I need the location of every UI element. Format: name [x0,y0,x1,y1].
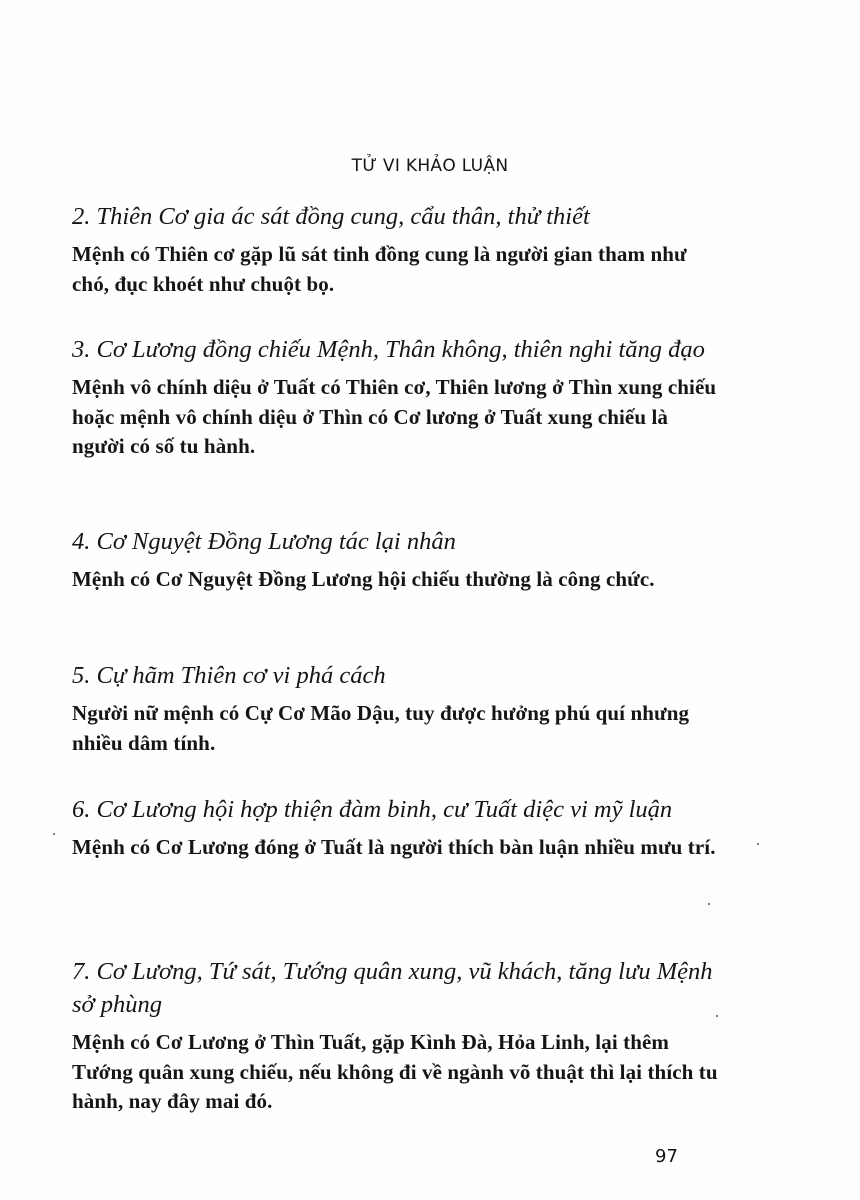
scan-speck [716,1015,718,1017]
entry-body: Mệnh có Thiên cơ gặp lũ sát tinh đồng cung là người gian tham như chó, đục khoét như chuột bọ. [72,242,687,296]
entry-7 [72,955,722,1117]
entry-3 [72,333,722,462]
entry-body: Người nữ mệnh có Cự Cơ Mão Dậu, tuy được hưởng phú quí nhưng nhiều dâm tính. [72,701,690,755]
entry-title: 5. Cự hãm Thiên cơ vi phá cách [72,662,386,689]
entry-body: Mệnh có Cơ Lương ở Thìn Tuất, gặp Kình Đà, Hỏa Linh, lại thêm Tướng quân xung chiếu, nếu không đi về ngành võ thuật thì lại thích tu hành, nay đây mai đó. [72,1030,718,1113]
entry-title: 4. Cơ Nguyệt Đồng Lương tác lại nhân [72,528,456,555]
entry-title: 6. Cơ Lương hội hợp thiện đàm binh, cư Tuất diệc vi mỹ luận [72,796,673,823]
entry-body: Mệnh có Cơ Lương đóng ở Tuất là người thích bàn luận nhiều mưu trí. [72,835,716,859]
entry-title: 3. Cơ Lương đồng chiếu Mệnh, Thân không, thiên nghi tăng đạo [72,336,705,363]
entry-title: 7. Cơ Lương, Tứ sát, Tướng quân xung, vũ khách, tăng lưu Mệnh sở phùng [72,958,713,1018]
entry-body: Mệnh vô chính diệu ở Tuất có Thiên cơ, Thiên lương ở Thìn xung chiếu hoặc mệnh vô chính diệu ở Thìn có Cơ lương ở Tuất xung chiếu là người có số tu hành. [72,375,717,458]
running-head: TỬ VI KHẢO LUẬN [351,156,509,176]
scan-speck [708,903,710,905]
scan-speck [757,843,759,845]
entry-2 [72,200,722,299]
entry-6 [72,793,722,863]
page-number: 97 [655,1146,678,1167]
entry-title: 2. Thiên Cơ gia ác sát đồng cung, cẩu thân, thử thiết [72,203,590,230]
entry-5 [72,659,722,758]
entry-4 [72,525,722,595]
scan-speck [53,833,55,835]
entry-body: Mệnh có Cơ Nguyệt Đồng Lương hội chiếu thường là công chức. [72,567,655,591]
